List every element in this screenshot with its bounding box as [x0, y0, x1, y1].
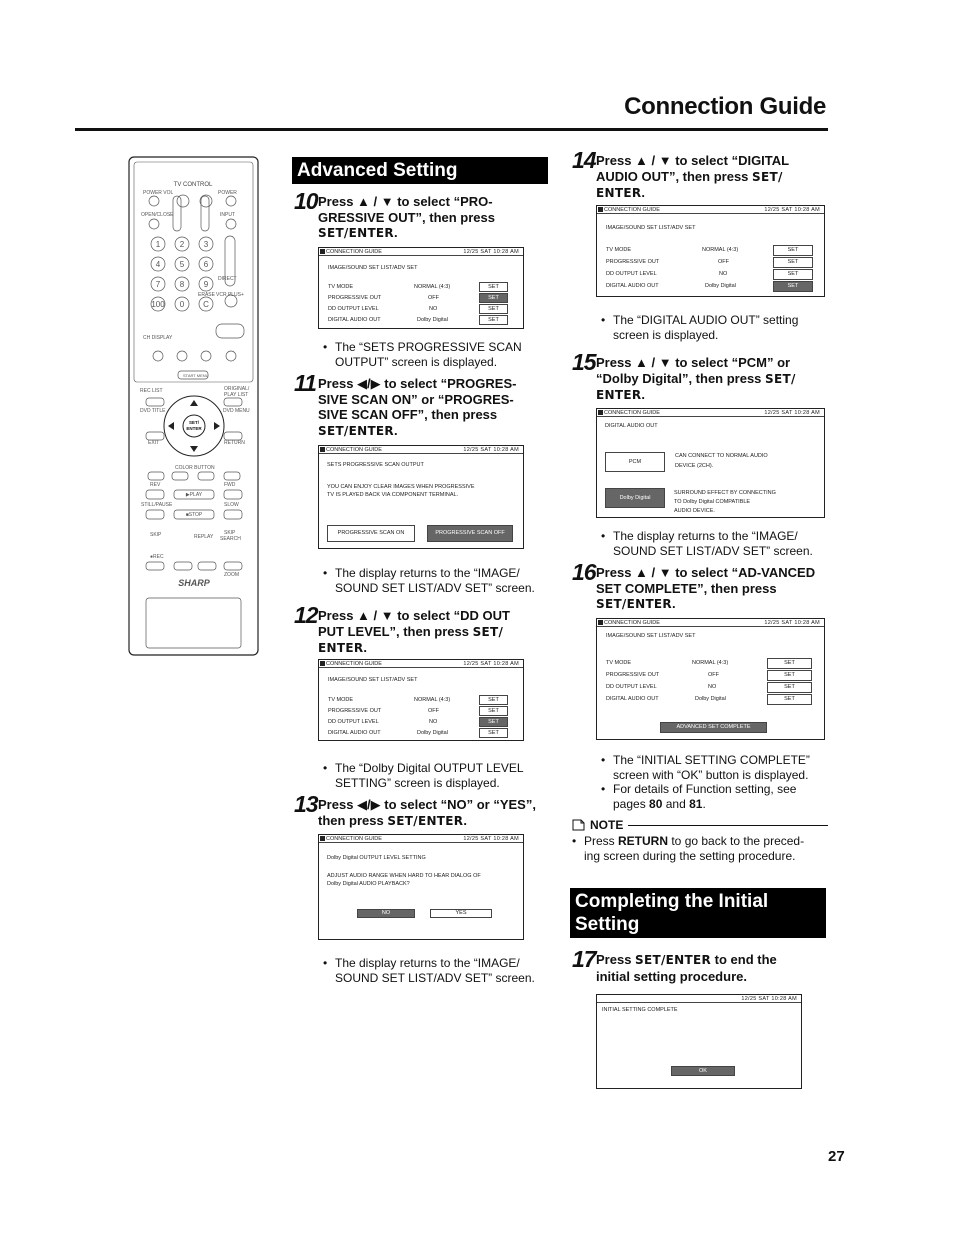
bullet-10: • The “SETS PROGRESSIVE SCAN OUTPUT” screen is displayed. [321, 340, 526, 369]
step-10 [294, 188, 524, 242]
step-number: 10 [294, 188, 318, 214]
step-number: 16 [572, 559, 596, 585]
step-number: 17 [572, 946, 596, 972]
svg-text:DIRECT: DIRECT [218, 276, 237, 282]
svg-text:CH DISPLAY: CH DISPLAY [143, 335, 173, 341]
bullet-13: • The display returns to the “IMAGE/ SOUND SET LIST/ADV SET” screen. [321, 956, 541, 985]
svg-text:REV: REV [150, 482, 161, 488]
svg-text:SKIP: SKIP [224, 530, 236, 536]
svg-text:ZOOM: ZOOM [224, 572, 239, 578]
svg-text:■STOP: ■STOP [185, 512, 203, 518]
screen-step-17: 12/25 SAT 10:28 AM INITIAL SETTING COMPLETE OK [596, 994, 802, 1089]
note-text: • Press RETURN to go back to the preced-ing screen during the setting procedure. [570, 834, 820, 863]
advanced-set-complete-button: ADVANCED SET COMPLETE [660, 722, 767, 733]
step-text: Press ◀/▶ to select “PROGRES-SIVE SCAN ON” or “PROGRES-SIVE SCAN OFF”, then press SET/ENTER. [318, 376, 517, 438]
svg-text:6: 6 [203, 260, 209, 269]
svg-text:5: 5 [179, 260, 185, 269]
svg-text:8: 8 [179, 280, 185, 289]
step-text: Press ▲ / ▼ to select “PCM” or “Dolby Digital”, then press SET/ ENTER. [596, 355, 796, 402]
step-number: 13 [294, 791, 318, 817]
svg-text:VCR PLUS+: VCR PLUS+ [216, 292, 244, 298]
step-text: Press SET/ENTER to end the initial setting procedure. [596, 952, 777, 984]
svg-text:REC LIST: REC LIST [140, 388, 163, 394]
bullet-14: • The “DIGITAL AUDIO OUT” setting screen is displayed. [599, 313, 814, 342]
bullet-15: • The display returns to the “IMAGE/ SOUND SET LIST/ADV SET” screen. [599, 529, 824, 558]
step-text: Press ▲ / ▼ to select “AD-VANCED SET COMPLETE”, then press SET/ENTER. [596, 565, 816, 611]
no-button: NO [357, 909, 415, 918]
step-16 [572, 559, 817, 613]
remote-label-tv-control: TV CONTROL [173, 182, 213, 188]
remote-set-enter-text: SET/ [188, 420, 200, 425]
screen-step-12: CONNECTION GUIDE 12/25 SAT 10:28 AM IMAGE/SOUND SET LIST/ADV SET TV MODE PROGRESSIVE OUT DD OUTPUT LEVEL DIGITAL AUDIO OUT NORMAL (4:3) OFF NO Dolby Digital SET SET SET SET [318, 659, 524, 741]
bullet-11: • The display returns to the “IMAGE/ SOUND SET LIST/ADV SET” screen. [321, 566, 541, 595]
svg-text:DVD MENU: DVD MENU [223, 408, 250, 414]
step-12 [294, 602, 526, 657]
svg-text:SEARCH: SEARCH [220, 536, 241, 542]
step-17 [572, 946, 812, 984]
svg-text:100: 100 [151, 300, 165, 309]
svg-text:C: C [203, 300, 209, 309]
svg-text:FWD: FWD [224, 482, 236, 488]
svg-text:INPUT: INPUT [220, 212, 235, 218]
svg-text:EXIT: EXIT [148, 440, 160, 446]
page-number: 27 [828, 1148, 845, 1165]
screen-step-11: CONNECTION GUIDE 12/25 SAT 10:28 AM SETS PROGRESSIVE SCAN OUTPUT YOU CAN ENJOY CLEAR IMAGES WHEN PROGRESSIVE TV IS PLAYED BACK VIA COMPONENT TERMINAL. PROGRESSIVE SCAN ON PROGRESSIVE SCAN OFF [318, 445, 524, 549]
section-header-advanced: Advanced Setting [292, 157, 548, 184]
dolby-digital-button: Dolby Digital [605, 488, 665, 508]
bullet-12: • The “Dolby Digital OUTPUT LEVEL SETTING” screen is displayed. [321, 761, 536, 790]
remote-control-illustration [128, 156, 259, 656]
svg-text:COLOR BUTTON: COLOR BUTTON [175, 465, 215, 471]
progressive-scan-off-button: PROGRESSIVE SCAN OFF [427, 525, 513, 542]
svg-text:2: 2 [179, 240, 185, 249]
svg-text:ENTER: ENTER [186, 426, 202, 431]
remote-control-drawing [128, 156, 259, 656]
step-text: Press ◀/▶ to select “NO” or “YES”, then press SET/ENTER. [318, 797, 536, 828]
step-number: 11 [294, 370, 316, 396]
bullet-16: • The “INITIAL SETTING COMPLETE” screen with “OK” button is displayed. • For details of Function setting, see pages 80 and 81. [599, 753, 827, 811]
svg-text:OPEN/CLOSE: OPEN/CLOSE [141, 212, 174, 218]
svg-text:POWER VOL: POWER VOL [143, 190, 174, 196]
pcm-button: PCM [605, 452, 665, 472]
screen-step-16: CONNECTION GUIDE 12/25 SAT 10:28 AM IMAGE/SOUND SET LIST/ADV SET TV MODE PROGRESSIVE OUT DD OUTPUT LEVEL DIGITAL AUDIO OUT NORMAL (4:3) OFF NO Dolby Digital SET SET SET SET ADVANCED SET COMPLETE [596, 618, 825, 740]
screen-step-13: CONNECTION GUIDE 12/25 SAT 10:28 AM Dolby Digital OUTPUT LEVEL SETTING ADJUST AUDIO RANGE WHEN HARD TO HEAR DIALOG OF Dolby Digital AUDIO PLAYBACK? NO YES [318, 834, 524, 940]
step-number: 14 [572, 147, 596, 173]
svg-text:START MENU: START MENU [183, 373, 209, 378]
step-13 [294, 791, 539, 829]
svg-text:3: 3 [203, 240, 209, 249]
svg-text:POWER: POWER [218, 190, 237, 196]
screen-step-15: CONNECTION GUIDE 12/25 SAT 10:28 AM DIGITAL AUDIO OUT PCM CAN CONNECT TO NORMAL AUDIO DEVICE (2CH). Dolby Digital SURROUND EFFECT BY CONNECTING TO Dolby Digital COMPATIBLE AUDIO DEVICE. [596, 408, 825, 518]
screen-step-10: CONNECTION GUIDE 12/25 SAT 10:28 AM IMAGE/SOUND SET LIST/ADV SET TV MODE PROGRESSIVE OUT DD OUTPUT LEVEL DIGITAL AUDIO OUT NORMAL (4:3) OFF NO Dolby Digital SET SET SET SET [318, 247, 524, 329]
svg-text:7: 7 [155, 280, 161, 289]
svg-text:REPLAY: REPLAY [194, 534, 214, 540]
svg-text:9: 9 [203, 280, 209, 289]
remote-brand-logo: SHARP [178, 578, 210, 588]
svg-text:ERASE: ERASE [198, 292, 215, 298]
yes-button: YES [430, 909, 492, 918]
note-block [572, 818, 828, 861]
svg-text:1: 1 [155, 240, 161, 249]
progressive-scan-on-button: PROGRESSIVE SCAN ON [327, 525, 415, 542]
svg-text:4: 4 [155, 260, 161, 269]
svg-text:0: 0 [179, 300, 185, 309]
note-heading: NOTE [590, 818, 624, 832]
title-rule [75, 128, 828, 131]
svg-text:SLOW: SLOW [224, 502, 239, 508]
note-icon [572, 819, 585, 831]
svg-text:DVD TITLE: DVD TITLE [140, 408, 166, 414]
step-number: 12 [294, 602, 318, 628]
step-text: Press ▲ / ▼ to select “PRO-GRESSIVE OUT”, then press SET/ENTER. [318, 194, 495, 240]
svg-text:STILL/PAUSE: STILL/PAUSE [141, 502, 173, 508]
screen-step-14: CONNECTION GUIDE 12/25 SAT 10:28 AM IMAGE/SOUND SET LIST/ADV SET TV MODE PROGRESSIVE OUT DD OUTPUT LEVEL DIGITAL AUDIO OUT NORMAL (4:3) OFF NO Dolby Digital SET SET SET SET [596, 205, 825, 297]
svg-text:●REC: ●REC [150, 554, 164, 560]
section-header-completing: Completing the Initial Setting [570, 888, 826, 938]
step-15 [572, 349, 817, 404]
svg-text:PLAY LIST: PLAY LIST [224, 392, 249, 398]
step-text: Press ▲ / ▼ to select “DD OUT PUT LEVEL”, then press SET/ ENTER. [318, 608, 510, 655]
step-14 [572, 147, 812, 202]
svg-text:▶PLAY: ▶PLAY [185, 492, 203, 498]
step-11 [294, 370, 539, 439]
page-title: Connection Guide [624, 93, 826, 120]
svg-text:RETURN: RETURN [224, 440, 245, 446]
svg-text:ORIGINAL/: ORIGINAL/ [224, 386, 250, 392]
step-text: Press ▲ / ▼ to select “DIGITAL AUDIO OUT”, then press SET/ ENTER. [596, 153, 789, 200]
svg-text:SKIP: SKIP [150, 532, 162, 538]
step-number: 15 [572, 349, 596, 375]
ok-button: OK [671, 1066, 735, 1076]
